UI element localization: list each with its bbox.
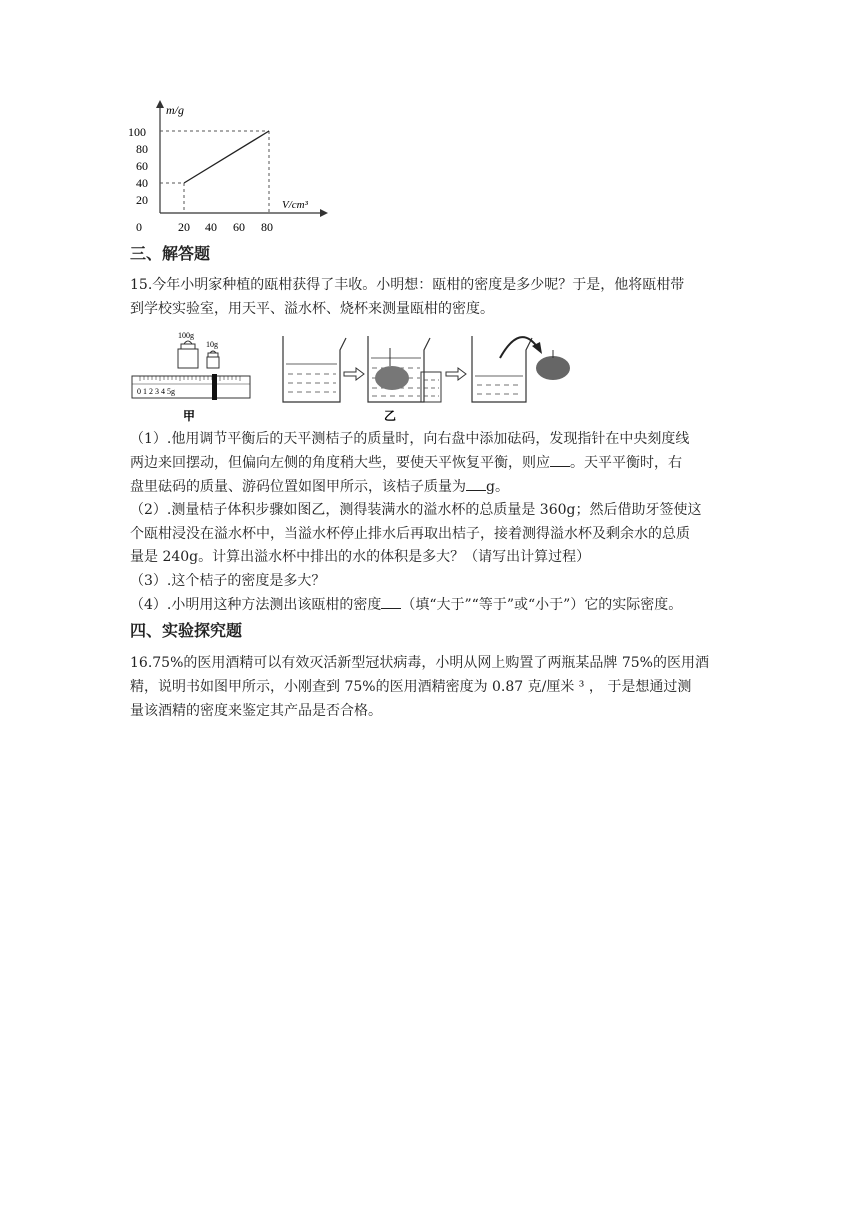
weight-10g-icon [206, 340, 219, 368]
x-tick: 0 [136, 220, 142, 234]
y-axis-label: m/g [166, 103, 184, 117]
x-tick: 40 [205, 220, 217, 234]
q15-part1-line2: 两边来回摆动，但偏向左侧的角度稍大些，要使天平恢复平衡，则应 。天平平衡时，右 [130, 455, 682, 471]
rider-marker [212, 374, 217, 400]
section-heading: 四、实验探究题 [130, 621, 243, 640]
y-tick: 20 [136, 193, 148, 207]
overflow-cup-full [283, 336, 346, 402]
q15-part3: （3）.这个桔子的密度是多大？ [130, 573, 326, 589]
q15-part4: （4）.小明用这种方法测出该瓯柑的密度 （填“大于”“等于”或“小于”）它的实际密度。 [130, 597, 683, 613]
q15-part2-line1: （2）.测量桔子体积步骤如图乙，测得装满水的溢水杯的总质量是 360g；然后借助牙签使这 [130, 502, 702, 518]
fruit-icon [536, 356, 570, 380]
answer-blank[interactable] [466, 478, 486, 491]
y-tick: 100 [128, 125, 146, 139]
x-axis-label: V/cm³ [282, 199, 308, 211]
q15-part2-line2: 个瓯柑浸没在溢水杯中，当溢水杯停止排水后再取出桔子，接着测得溢水杯及剩余水的总质 [130, 526, 690, 542]
q15-intro-line2: 到学校实验室，用天平、溢水杯、烧杯来测量瓯柑的密度。 [130, 301, 494, 317]
q16-line2: 精，说明书如图甲所示，小刚查到 75%的医用酒精密度为 0.87 克/厘米 ³ ， 于是想通过测 [130, 679, 692, 695]
y-tick: 80 [136, 142, 148, 156]
balance-scale-ruler [132, 374, 250, 400]
arrow-icon [344, 368, 364, 380]
q15-part2-line3: 量是 240g。计算出溢水杯中排出的水的体积是多大？（请写出计算过程） [130, 549, 591, 565]
y-tick: 60 [136, 159, 148, 173]
q15-part1-line3: 盘里砝码的质量、游码位置如图甲所示，该桔子质量为 g。 [130, 479, 509, 495]
weight-100g-icon [178, 331, 198, 368]
svg-text:10g: 10g [206, 340, 218, 349]
q16-line1: 16.75%的医用酒精可以有效灭活新型冠状病毒，小明从网上购置了两瓶某品牌 75%的医用酒 [130, 655, 709, 671]
overflow-cup-with-fruit [368, 336, 441, 402]
x-tick: 20 [178, 220, 190, 234]
experiment-figure [128, 328, 588, 428]
figure-label-yi: 乙 [384, 409, 397, 423]
x-tick: 60 [233, 220, 245, 234]
y-tick: 40 [136, 176, 148, 190]
svg-text:0 1 2 3 4 5g: 0 1 2 3 4 5g [137, 387, 175, 396]
answer-blank[interactable] [550, 454, 570, 467]
arrow-icon [446, 368, 466, 380]
x-tick: 80 [261, 220, 273, 234]
q15-intro-line1: 15.今年小明家种植的瓯柑获得了丰收。小明想：瓯柑的密度是多少呢？于是，他将瓯柑带 [130, 277, 685, 293]
data-line [184, 131, 269, 183]
svg-text:100g: 100g [178, 331, 194, 340]
figure-label-jia: 甲 [183, 409, 196, 423]
overflow-cup-after [472, 336, 570, 402]
mass-volume-graph [120, 98, 330, 238]
q16-line3: 量该酒精的密度来鉴定其产品是否合格。 [130, 703, 382, 719]
answer-blank[interactable] [381, 596, 401, 609]
section-heading: 三、解答题 [130, 244, 211, 263]
q15-part1-line1: （1）.他用调节平衡后的天平测桔子的质量时，向右盘中添加砝码，发现指针在中央刻度线 [130, 431, 690, 447]
